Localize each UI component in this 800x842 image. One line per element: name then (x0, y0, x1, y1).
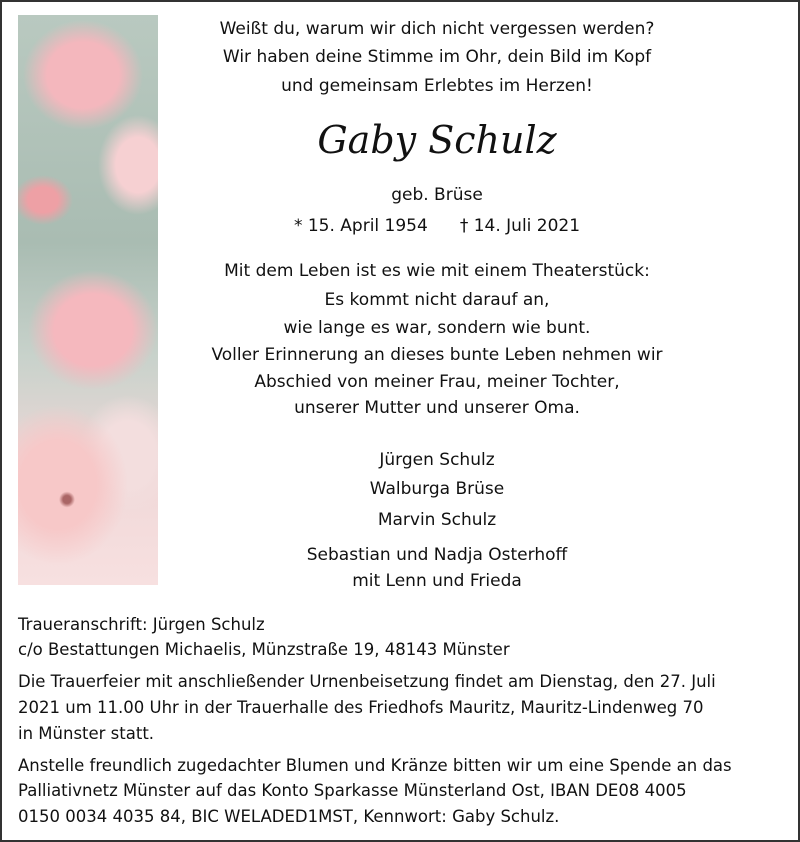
poem-line: Es kommt nicht darauf an, (324, 290, 550, 310)
intro-line: Weißt du, warum wir dich nicht vergessen werden? (219, 19, 655, 39)
poem-line: Mit dem Leben ist es wie mit einem Theaterstück: (224, 261, 650, 281)
donation-text: Palliativnetz Münster auf das Konto Sparkasse Münsterland Ost, IBAN DE08 4005 (18, 781, 687, 800)
poem-line: Voller Erinnerung an dieses bunte Leben nehmen wir (211, 345, 663, 365)
death-date: † 14. Juli 2021 (459, 216, 581, 236)
maiden-name: geb. Brüse (391, 185, 483, 205)
mourner: Marvin Schulz (377, 510, 497, 530)
poem-line: Abschied von meiner Frau, meiner Tochter, (254, 372, 620, 392)
poem-line: wie lange es war, sondern wie bunt. (283, 318, 591, 338)
mourner: Sebastian und Nadja Osterhoff (306, 545, 568, 565)
ceremony-text: Die Trauerfeier mit anschließender Urnenbeisetzung findet am Dienstag, den 27. Juli (18, 672, 716, 691)
intro-line: Wir haben deine Stimme im Ohr, dein Bild im Kopf (222, 47, 652, 67)
dates (160, 216, 714, 236)
intro-line: und gemeinsam Erlebtes im Herzen! (281, 76, 593, 96)
ceremony-text: in Münster statt. (18, 724, 155, 743)
donation-text: 0150 0034 4035 84, BIC WELADED1MST, Kennwort: Gaby Schulz. (18, 807, 560, 826)
deceased-name: Gaby Schulz (317, 118, 557, 162)
mourner: Jürgen Schulz (379, 450, 495, 470)
birth-date: * 15. April 1954 (293, 216, 428, 236)
donation-text: Anstelle freundlich zugedachter Blumen und Kränze bitten wir um eine Spende an das (18, 756, 732, 775)
mourning-address: Traueranschrift: Jürgen Schulz (18, 615, 265, 634)
ceremony-text: 2021 um 11.00 Uhr in der Trauerhalle des Friedhofs Mauritz, Mauritz-Lindenweg 70 (18, 698, 704, 717)
mourning-address: c/o Bestattungen Michaelis, Münzstraße 19, 48143 Münster (18, 640, 510, 659)
rose-image (18, 15, 158, 585)
poem-line: unserer Mutter und unserer Oma. (294, 398, 580, 418)
mourner: Walburga Brüse (369, 479, 505, 499)
mourner: mit Lenn und Frieda (352, 571, 522, 591)
